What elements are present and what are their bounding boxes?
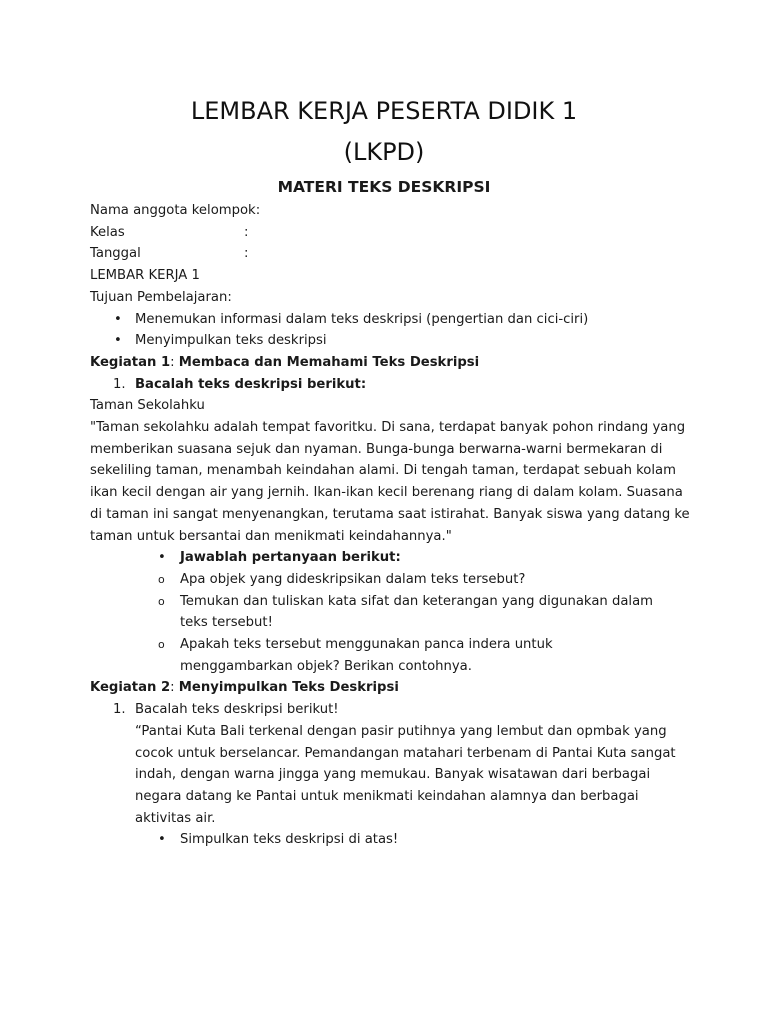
bullet-icon: • xyxy=(158,832,166,848)
bullet-icon: • xyxy=(158,550,166,566)
tujuan-label: Tujuan Pembelajaran: xyxy=(90,289,232,305)
step-number: 1. xyxy=(113,376,126,392)
field-kelas-label: Kelas xyxy=(90,224,125,240)
kegiatan1-heading-sep: : xyxy=(170,354,179,370)
field-kelas xyxy=(90,222,690,244)
task-text: Simpulkan teks deskripsi di atas! xyxy=(180,832,399,848)
document-body xyxy=(90,200,690,851)
field-tanggal-label: Tanggal xyxy=(90,246,141,262)
tujuan-item-text: Menyimpulkan teks deskripsi xyxy=(135,333,327,349)
text-title: Taman Sekolahku xyxy=(90,398,205,414)
question-text: Temukan dan tuliskan kata sifat dan keterangan yang digunakan dalam teks tersebut! xyxy=(180,593,654,631)
bullet-icon: • xyxy=(114,311,122,327)
question-item xyxy=(90,591,690,634)
step-text: Bacalah teks deskripsi berikut: xyxy=(135,376,367,392)
field-tanggal xyxy=(90,243,690,265)
tujuan-item xyxy=(90,309,690,331)
question-heading xyxy=(90,547,690,569)
kegiatan1-paragraph: "Taman sekolahku adalah tempat favoritku. Di sana, terdapat banyak pohon rindang yang memberikan suasana sejuk dan nyaman. Bunga-bunga berwarna-warni bermekaran di sekeliling taman, menambah keindahan alami. Di tengah taman, terdapat sebuah kolam ikan kecil dengan air yang jernih. Ikan-ikan kecil berenang riang di dalam kolam. Suasana di taman ini sangat menyenangkan, terutama saat istirahat. Banyak siswa yang datang ke taman untuk bersantai dan menikmati keindahannya." xyxy=(90,420,690,544)
sub-bullet-icon: o xyxy=(158,594,165,608)
kegiatan1-heading-number: Kegiatan 1 xyxy=(90,354,171,370)
kegiatan2-heading xyxy=(90,677,690,699)
field-nama-label: Nama anggota kelompok: xyxy=(90,203,261,218)
lembar-kerja-label: LEMBAR KERJA 1 xyxy=(90,268,200,284)
question-heading-text: Jawablah pertanyaan berikut: xyxy=(180,550,401,566)
kegiatan2-step xyxy=(90,699,690,721)
tujuan-item-text: Menemukan informasi dalam teks deskripsi (pengertian dan cici-ciri) xyxy=(135,311,589,327)
question-item xyxy=(90,569,690,591)
tujuan-item xyxy=(90,330,690,352)
kegiatan2-heading-sep: : xyxy=(170,680,179,696)
kegiatan2-heading-text: Menyimpulkan Teks Deskripsi xyxy=(178,680,399,696)
field-tanggal-colon: : xyxy=(244,246,249,262)
field-nama xyxy=(90,200,690,222)
kegiatan2-paragraph: “Pantai Kuta Bali terkenal dengan pasir putihnya yang lembut dan opmbak yang cocok untuk berselancar. Pemandangan matahari terbenam di Pantai Kuta sangat indah, dengan warna jingga yang memukau. Banyak wisatawan dari berbagai negara datang ke Pantai untuk menikmati keindahan alamnya dan berbagai aktivitas air. xyxy=(135,723,676,826)
step-number: 1. xyxy=(113,702,126,718)
question-text: Apakah teks tersebut menggunakan panca indera untuk menggambarkan objek? Berikan contohnya. xyxy=(180,637,553,674)
document-title-line2: (LKPD) xyxy=(343,138,425,166)
field-kelas-colon: : xyxy=(244,224,249,240)
kegiatan1-heading xyxy=(90,352,690,374)
step-text: Bacalah teks deskripsi berikut! xyxy=(135,702,339,718)
kegiatan1-heading-text: Membaca dan Memahami Teks Deskripsi xyxy=(178,354,480,370)
bullet-icon: • xyxy=(114,333,122,349)
sub-bullet-icon: o xyxy=(158,638,165,652)
question-item xyxy=(90,634,690,677)
kegiatan1-step xyxy=(90,374,690,396)
kegiatan2-heading-number: Kegiatan 2 xyxy=(90,680,171,696)
sub-bullet-icon: o xyxy=(158,572,165,586)
question-text: Apa objek yang dideskripsikan dalam teks tersebut? xyxy=(180,571,526,587)
document-subtitle: MATERI TEKS DESKRIPSI xyxy=(277,178,491,196)
document-title-line1: LEMBAR KERJA PESERTA DIDIK 1 xyxy=(190,97,578,125)
kegiatan2-task xyxy=(90,829,690,851)
